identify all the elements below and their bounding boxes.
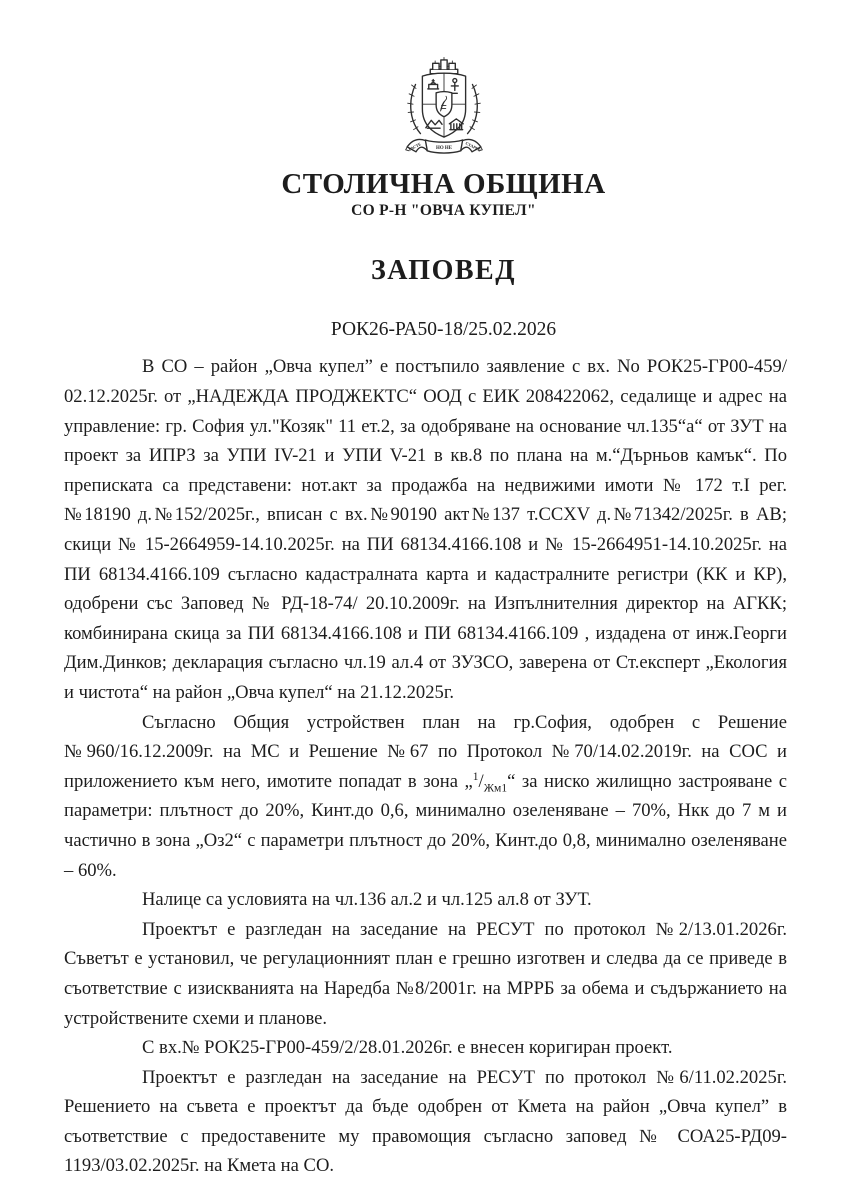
document-body: [64, 352, 787, 1181]
zone-designation: [472, 770, 508, 795]
document-header: [0, 0, 849, 219]
document-reference-number: РОК26-РА50-18/25.02.2026: [330, 318, 557, 340]
document-title: ЗАПОВЕД: [371, 254, 516, 286]
crest-motto-center: НО НЕ: [435, 146, 452, 152]
laurel-branch-left-icon: [407, 84, 420, 133]
paragraph-resut-protocol-6: Проектът е разгледан на заседание на РЕСУТ по протокол №6/11.02.2025г. Решението на съвета е проектът да бъде одобрен от Кмета на район „Овча купел” в съответствие с предоставените му правомощия съгласно заповед № СОА25-РД09-1193/03.02.2025г. на Кмета на СО.: [64, 1066, 787, 1177]
district-name: СО Р-Н "ОВЧА КУПЕЛ": [351, 202, 536, 220]
paragraph-corrected-project: С вх.№ РОК25-ГР00-459/2/28.01.2026г. е внесен коригиран проект.: [142, 1037, 673, 1059]
zone-slash: /: [478, 770, 484, 792]
sofia-coat-of-arms-icon: [394, 56, 494, 168]
laurel-branch-right-icon: [467, 84, 480, 133]
paragraph-master-plan-zones: [64, 708, 787, 886]
crest-motto-left: РАСТЕ: [407, 141, 422, 152]
zone-text-before: Съгласно Общия устройствен план на гр.София, одобрен с Решение №960/16.12.2009г. на МС и Решение №67 по Протокол №70/14.02.2019г. на СОС и приложението към него, имотите попадат в зона „: [64, 711, 787, 792]
paragraph-zut-conditions: Налице са условията на чл.136 ал.2 и чл.125 ал.8 от ЗУТ.: [142, 889, 592, 911]
zone-sup-numeral: 1: [472, 770, 479, 783]
lion-escutcheon-icon: [436, 92, 452, 117]
mural-crown-icon: [430, 57, 458, 73]
paragraph-resut-protocol-2: Проектът е разгледан на заседание на РЕСУТ по протокол №2/13.01.2026г. Съветът е установил, че регулационният план е грешно изготвен и следва да се приведе в съответствие с изискванията на Наредба №8/2001г. на МРРБ за обема и съдържанието на устройствените схеми и планове.: [64, 918, 787, 1029]
municipality-name: СТОЛИЧНА ОБЩИНА: [281, 168, 606, 200]
zone-text-after: “ за ниско жилищно застрояване с параметри: плътност до 20%, Кинт.до 0,6, минимално озеленяване – 70%, Нкк до 7 м и частично в зона „Оз2“ с параметри плътност до 20%, Кинт.до 0,8, минимално озеленяване – 60%.: [64, 770, 787, 881]
zone-sub-code: Жм1: [483, 782, 508, 795]
crest-motto-right: СТАРЕЕ: [464, 140, 482, 153]
paragraph-application-intake: В СО – район „Овча купел” е постъпило заявление с вх. No РОК25-ГР00-459/ 02.12.2025г. от „НАДЕЖДА ПРОДЖЕКТС“ ООД с ЕИК 208422062, седалище и адрес на управление: гр. София ул."Козяк" 11 ет.2, за одобряване на основание чл.135“а“ от ЗУТ на проект за ИПРЗ за УПИ IV-21 и УПИ V-21 в кв.8 по плана на м.“Дърньов камък“. По преписката са представени: нот.акт за продажба на недвижими имоти № 172 т.I рег.№18190 д.№152/2025г., вписан с вх.№90190 акт№137 т.CCXV д.№71342/2025г. в АВ; скици № 15-2664959-14.10.2025г. на ПИ 68134.4166.108 и № 15-2664951-14.10.2025г. на ПИ 68134.4166.109 съгласно кадастралната карта и кадастралните регистри (КК и КР), одобрени със Заповед № РД-18-74/ 20.10.2009г. на Изпълнителния директор на АГКК; комбинирана скица за ПИ 68134.4166.108 и ПИ 68134.4166.109 , издадена от инж.Георги Дим.Динков; декларация съгласно чл.19 ал.4 от ЗУЗСО, заверена от Ст.експерт „Екология и чистота“ на район „Овча купел“ на 21.12.2025г.: [64, 356, 787, 703]
